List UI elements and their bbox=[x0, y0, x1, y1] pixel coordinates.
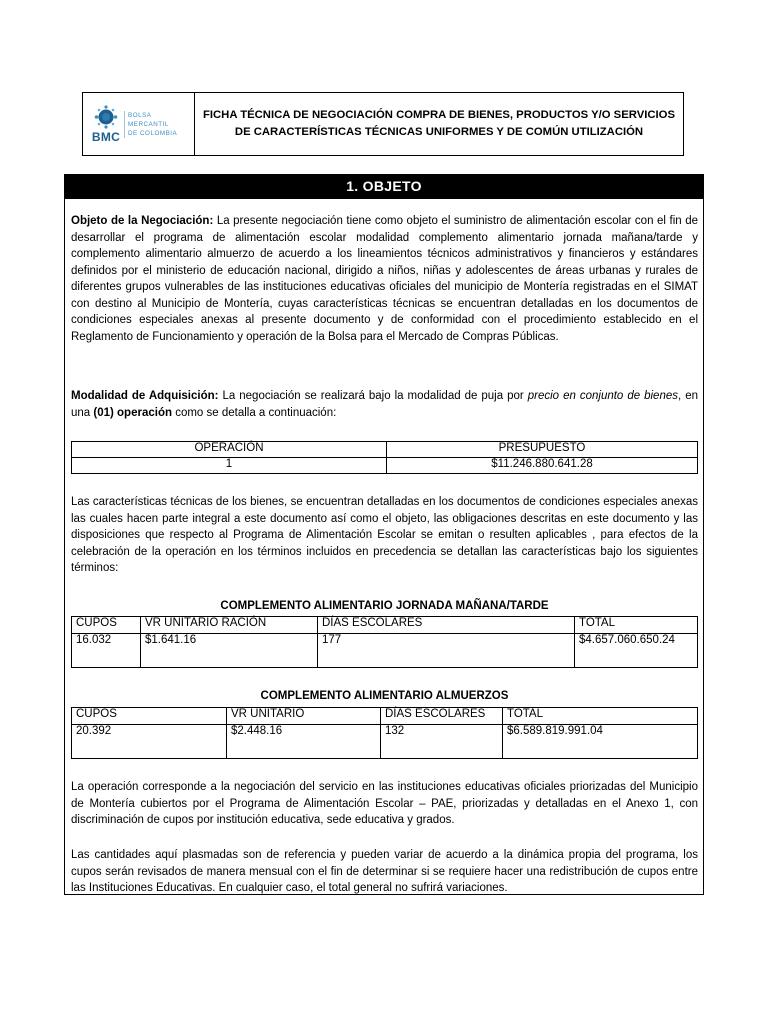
title-line-1: FICHA TÉCNICA DE NEGOCIACIÓN COMPRA DE BIENES, PRODUCTOS Y/O SERVICIOS bbox=[202, 109, 675, 121]
operacion-table bbox=[71, 441, 698, 474]
table-header-cell: VR UNITARIO bbox=[227, 708, 381, 725]
globe-dots-icon bbox=[93, 105, 119, 129]
almuerzos-table-caption: COMPLEMENTO ALIMENTARIO ALMUERZOS bbox=[260, 690, 509, 702]
modalidad-text: La negociación se realizará bajo la modalidad de puja por bbox=[218, 390, 528, 402]
logo-line: DE COLOMBIA bbox=[128, 129, 178, 137]
logo-wordmark bbox=[124, 111, 177, 138]
document-title bbox=[195, 93, 683, 155]
section-heading: 1. OBJETO bbox=[64, 174, 704, 199]
modalidad-label: Modalidad de Adquisición: bbox=[71, 390, 219, 402]
modalidad-text: como se detalla a continuación: bbox=[172, 406, 337, 419]
table-cell: $1.641.16 bbox=[141, 634, 318, 668]
modalidad-text: , en una bbox=[71, 390, 698, 419]
table-header-cell: DÍAS ESCOLARES bbox=[318, 617, 575, 634]
operacion-paragraph: La operación corresponde a la negociación del servicio en las instituciones educativas oficiales priorizadas del Municipio de Montería cubiertos por el Programa de Alimentación Escolar – PAE, priorizadas y detalladas en el Anexo 1, con discriminación de cupos por institución educativa, sede educativa y grados. bbox=[71, 781, 698, 826]
modalidad-italic: precio en conjunto de bienes bbox=[527, 390, 678, 402]
table-header-row bbox=[72, 708, 698, 725]
jornada-table bbox=[71, 616, 698, 668]
table-header-row bbox=[72, 442, 698, 458]
table-cell: $6.589.819.991.04 bbox=[503, 725, 698, 759]
objeto-paragraph bbox=[71, 213, 698, 345]
table-header-cell: CUPOS bbox=[72, 708, 227, 725]
jornada-table-caption: COMPLEMENTO ALIMENTARIO JORNADA MAÑANA/TARDE bbox=[220, 600, 549, 612]
logo-abbr: BMC bbox=[91, 129, 121, 144]
table-cell: 177 bbox=[318, 634, 575, 668]
table-cell: $11.246.880.641.28 bbox=[387, 458, 698, 474]
logo-mark bbox=[91, 105, 121, 144]
table-header-cell: TOTAL bbox=[503, 708, 698, 725]
almuerzos-table bbox=[71, 707, 698, 759]
caracteristicas-paragraph: Las características técnicas de los bienes, se encuentran detalladas en los documentos de condiciones especiales anexas las cuales hacen parte integral a este documento así como el objeto, las obligaciones descritas en este documento y las disposiciones que respecto al Programa de Alimentación Escolar se emitan o resulten aplicables , para efectos de la celebración de la operación en los términos incluidos en precedencia se detallan las características bajo los siguientes términos: bbox=[71, 496, 698, 574]
bmc-logo bbox=[83, 93, 195, 155]
table-row bbox=[72, 725, 698, 759]
table-header-cell: PRESUPUESTO bbox=[387, 442, 698, 458]
table-cell: $2.448.16 bbox=[227, 725, 381, 759]
table-cell: 1 bbox=[72, 458, 387, 474]
logo-line: MERCANTIL bbox=[128, 120, 169, 128]
cantidades-paragraph: Las cantidades aquí plasmadas son de referencia y pueden variar de acuerdo a la dinámica propia del programa, los cupos serán revisados de manera mensual con el fin de determinar si se requiere hacer una redistribución de cupos entre las Instituciones Educativas. En cualquier caso, el total general no sufrirá variaciones. bbox=[71, 849, 698, 894]
table-header-row bbox=[72, 617, 698, 634]
table-header-cell: OPERACIÓN bbox=[72, 442, 387, 458]
table-row bbox=[72, 634, 698, 668]
table-cell: $4.657.060.650.24 bbox=[575, 634, 698, 668]
objeto-label: Objeto de la Negociación: bbox=[71, 215, 214, 227]
modalidad-paragraph bbox=[71, 388, 698, 421]
table-header-cell: TOTAL bbox=[575, 617, 698, 634]
table-header-cell: VR UNITARIO RACIÓN bbox=[141, 617, 318, 634]
table-cell: 16.032 bbox=[72, 634, 141, 668]
modalidad-bold: (01) operación bbox=[93, 406, 172, 419]
table-cell: 132 bbox=[381, 725, 503, 759]
objeto-text: La presente negociación tiene como objeto el suministro de alimentación escolar con el fin de desarrollar el programa de alimentación escolar modalidad complemento alimentario jornada mañana/tarde y complemento alimentario almuerzo de acuerdo a los lineamientos técnicos administrativos y financieros y estándares definidos por el ministerio de educación nacional, dirigido a niños, niñas y adolescentes de áreas urbanas y rurales de diferentes grupos vulnerables de las instituciones educativas oficiales del municipio de Montería registradas en el SIMAT con destino al Municipio de Montería, cuyas características técnicas se encuentran detalladas en los documentos de condiciones especiales anexas al presente documento y de conformidad con el procedimiento establecido en el Reglamento de Funcionamiento y operación de la Bolsa para el Mercado de Compras Públicas. bbox=[71, 215, 699, 343]
table-row bbox=[72, 458, 698, 474]
table-header-cell: CUPOS bbox=[72, 617, 141, 634]
table-header-cell: DÍAS ESCOLARES bbox=[381, 708, 503, 725]
table-cell: 20.392 bbox=[72, 725, 227, 759]
document-header bbox=[82, 92, 684, 156]
title-line-2: DE CARACTERÍSTICAS TÉCNICAS UNIFORMES Y DE COMÚN UTILIZACIÓN bbox=[234, 126, 644, 138]
logo-line: BOLSA bbox=[128, 111, 152, 119]
